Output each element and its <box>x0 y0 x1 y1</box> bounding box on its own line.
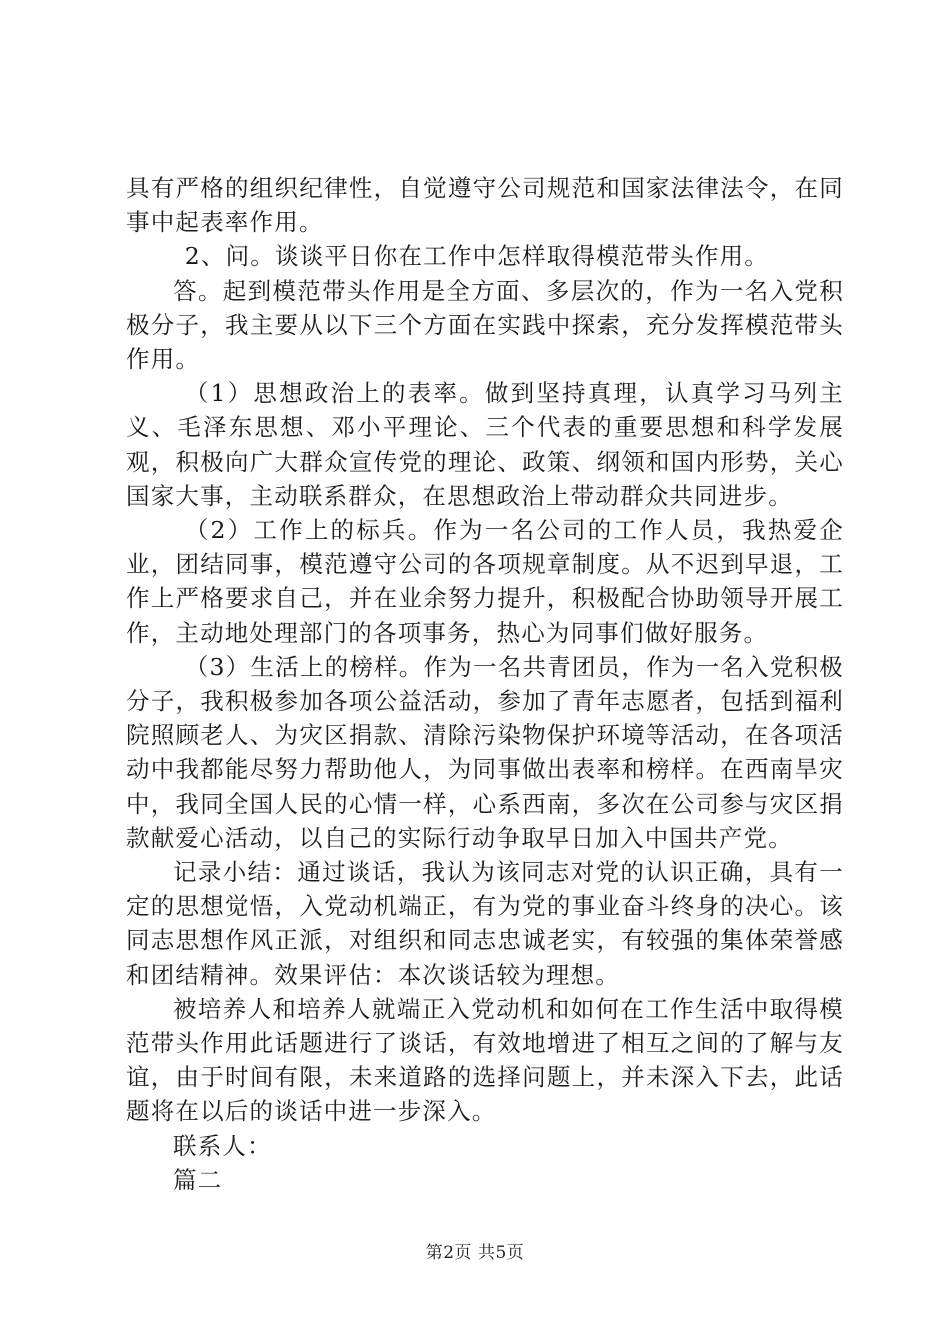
paragraph-8-conclusion: 被培养人和培养人就端正入党动机和如何在工作生活中取得模范带头作用此话题进行了谈话，有效地增进了相互之间的了解与友谊，由于时间有限，未来道路的选择问题上，并未深入下去，此话题将在以后的谈话中进一步深入。 <box>126 994 844 1126</box>
document-body <box>126 171 844 1197</box>
page-number-footer: 第2页 共5页 <box>425 1243 525 1263</box>
paragraph-10-section: 篇二 <box>173 1165 223 1194</box>
paragraph-1: 具有严格的组织纪律性，自觉遵守公司规范和国家法律法令，在同事中起表率作用。 <box>126 174 844 237</box>
paragraph-7-summary: 记录小结：通过谈话，我认为该同志对党的认识正确，具有一定的思想觉悟，入党动机端正，有为党的事业奋斗终身的决心。该同志思想作风正派，对组织和同志忠诚老实，有较强的集体荣誉感和团结精神。效果评估：本次谈话较为理想。 <box>126 858 844 989</box>
paragraph-3-answer: 答。起到模范带头作用是全方面、多层次的，作为一名入党积极分子，我主要从以下三个方面在实践中探索，充分发挥模范带头作用。 <box>126 276 844 374</box>
paragraph-4-point-1: （1）思想政治上的表率。做到坚持真理，认真学习马列主义、毛泽东思想、邓小平理论、三个代表的重要思想和科学发展观，积极向广大群众宣传党的理论、政策、纲领和国内形势，关心国家大事，主动联系群众，在思想政治上带动群众共同进步。 <box>126 379 844 510</box>
paragraph-6-point-3: （3）生活上的榜样。作为一名共青团员，作为一名入党积极分子，我积极参加各项公益活动，参加了青年志愿者，包括到福利院照顾老人、为灾区捐款、清除污染物保护环境等活动，在各项活动中我都能尽努力帮助他人，为同事做出表率和榜样。在西南旱灾中，我同全国人民的心情一样，心系西南，多次在公司参与灾区捐款献爱心活动，以自己的实际行动争取早日加入中国共产党。 <box>126 652 844 852</box>
paragraph-9-contact: 联系人： <box>173 1131 272 1160</box>
paragraph-5-point-2: （2）工作上的标兵。作为一名公司的工作人员，我热爱企业，团结同事，模范遵守公司的各项规章制度。从不迟到早退，工作上严格要求自己，并在业余努力提升，积极配合协助领导开展工作，主动地处理部门的各项事务，热心为同事们做好服务。 <box>126 516 844 647</box>
paragraph-2-question: 2、问。谈谈平日你在工作中怎样取得模范带头作用。 <box>184 242 770 271</box>
